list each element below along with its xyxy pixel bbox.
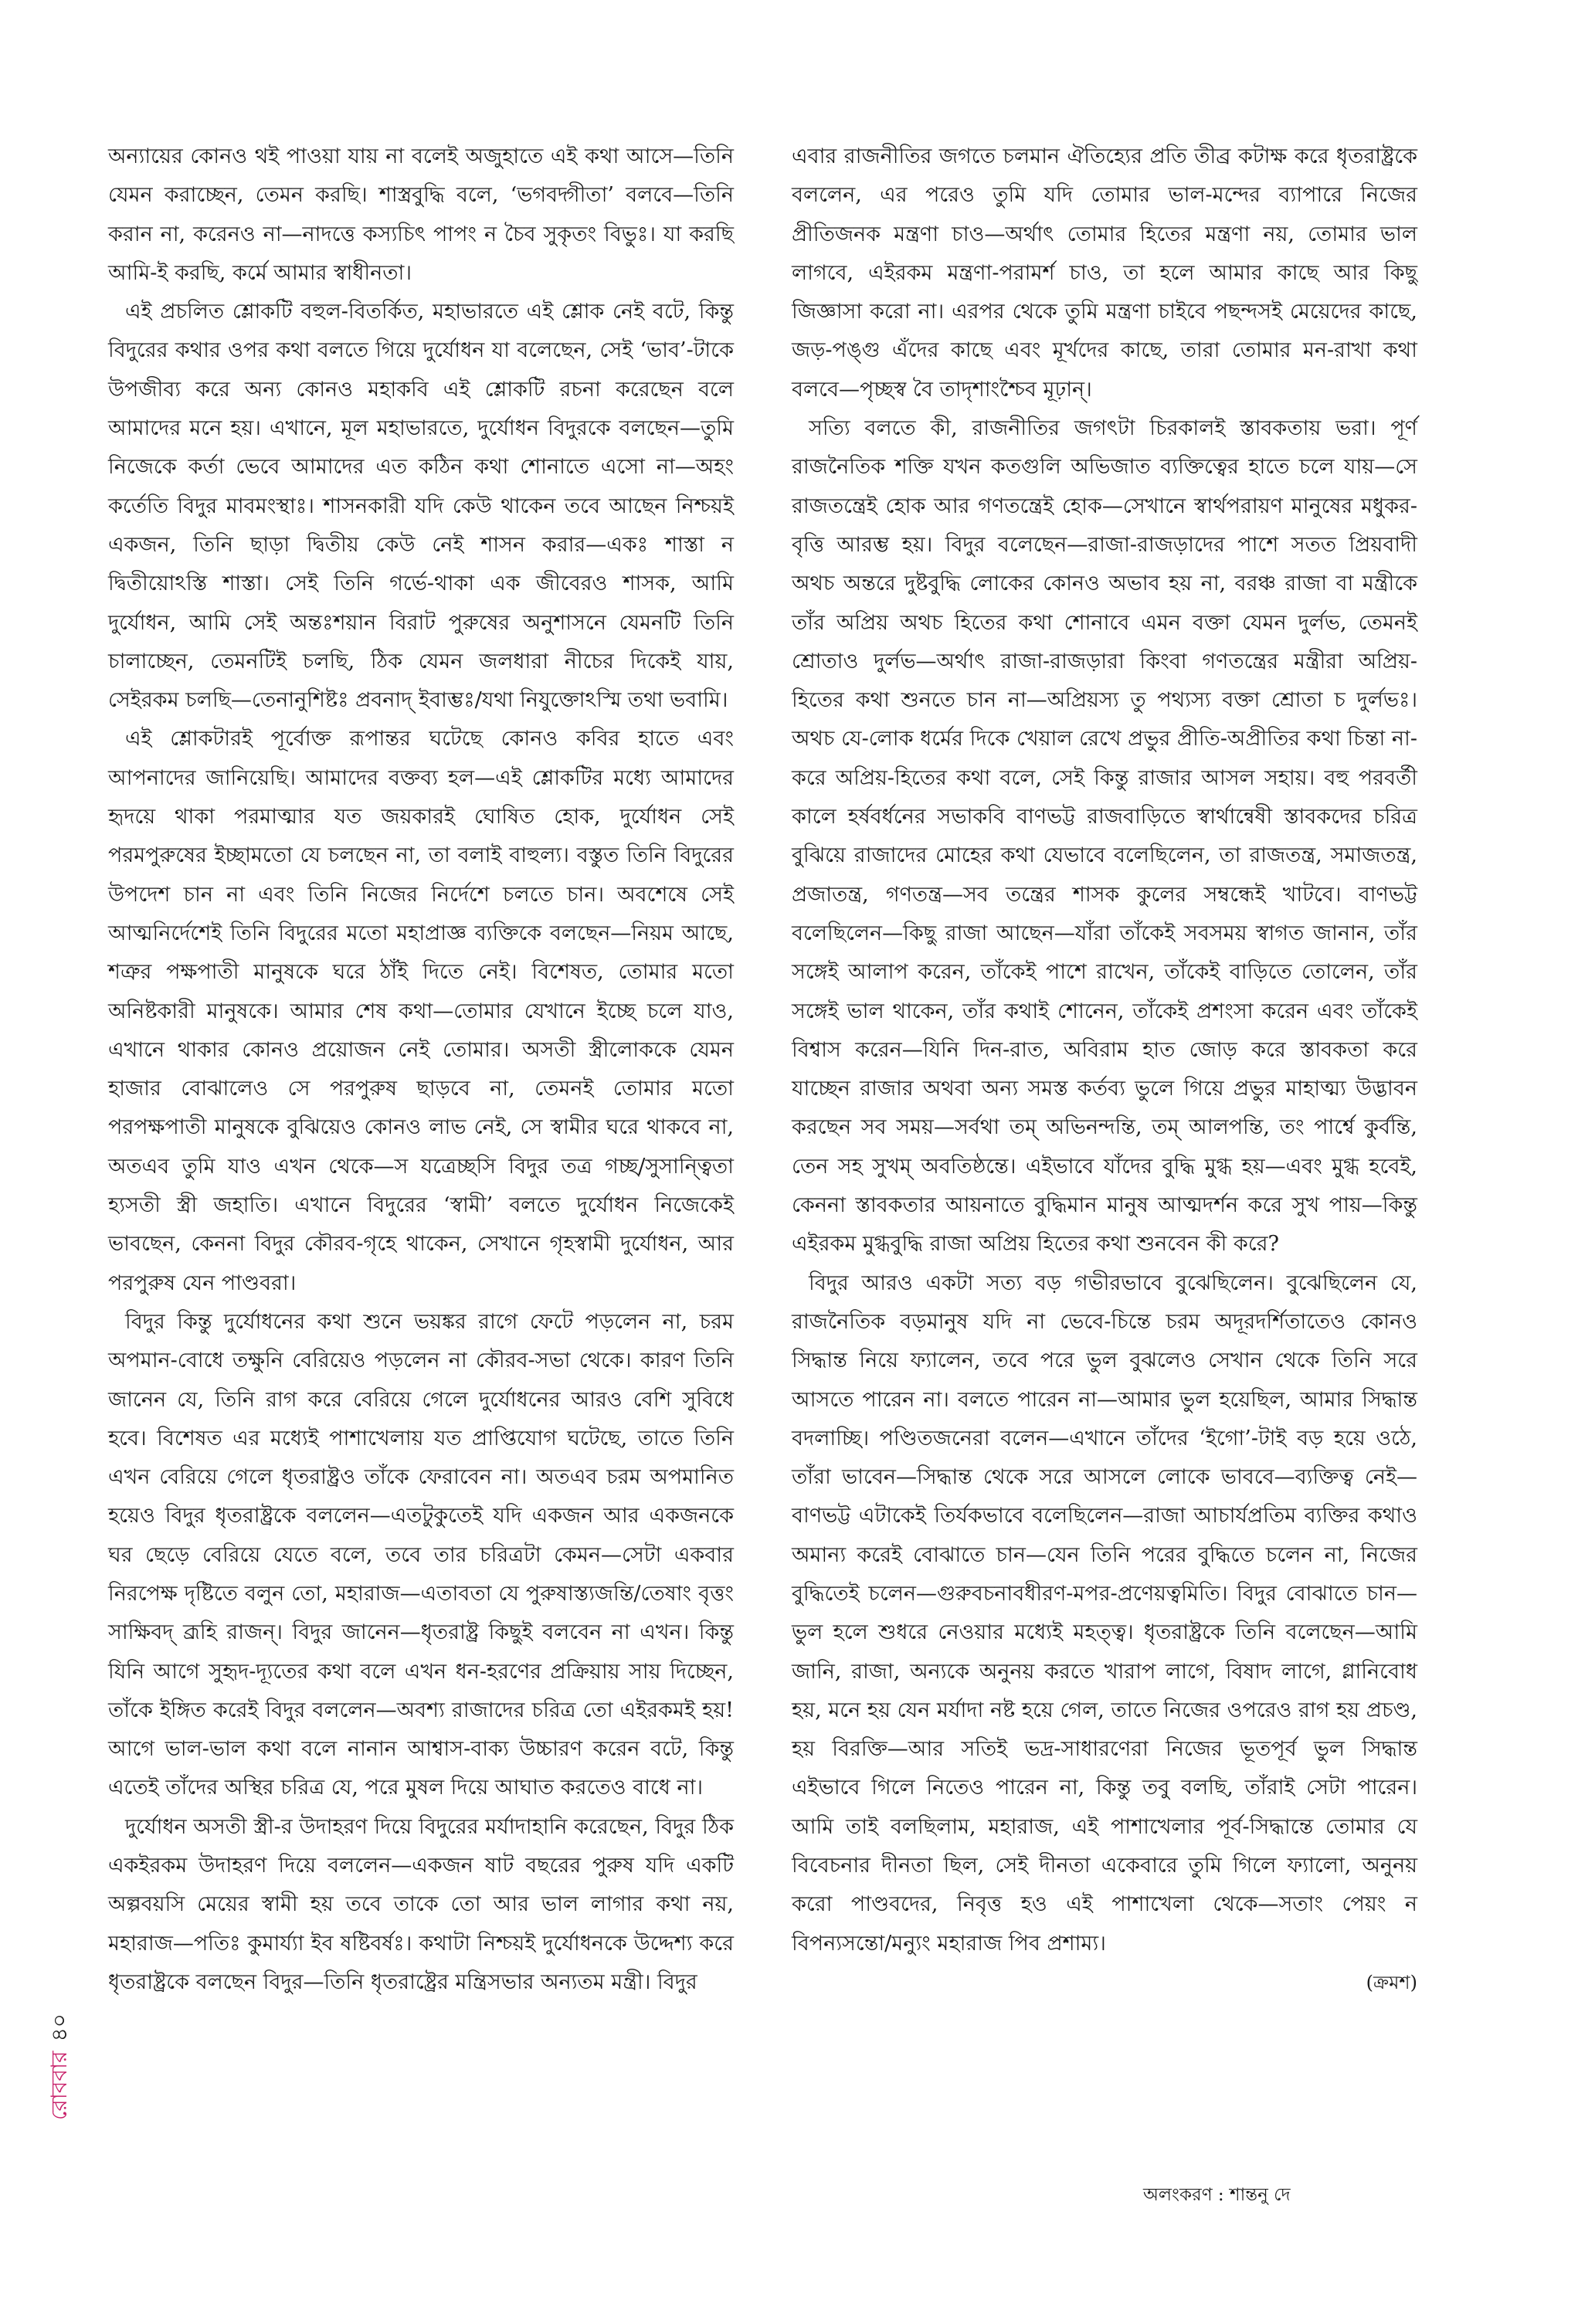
page-number: ৪০ xyxy=(46,2014,72,2042)
to-be-continued-label: (ক্রমশ) xyxy=(1366,1971,1417,1993)
paragraph: এবার রাজনীতির জগতে চলমান ঐতিহ্যের প্রতি তীব্র কটাক্ষ করে ধৃতরাষ্ট্রকে বললেন, এর পরেও তুমি যদি তোমার ভাল-মন্দের ব্যাপারে নিজের প্রীতিজনক মন্ত্রণা চাও—অর্থাৎ তোমার হিতের মন্ত্রণা নয়, তোমার ভাল লাগবে, এইরকম মন্ত্রণা-পরামর্শ চাও, তা হলে আমার কাছে আর কিছু জিজ্ঞাসা করো না। এরপর থেকে তুমি মন্ত্রণা চাইবে পছন্দসই মেয়েদের কাছে, জড়-পঙ্গু এঁদের কাছে এবং মূর্খদের কাছে, তারা তোমার মন-রাখা কথা বলবে—পৃচ্ছস্ব বৈ তাদৃশাংশ্চৈব মূঢ়ান্‌। xyxy=(792,144,1417,402)
magazine-name: রোববার xyxy=(46,2051,72,2120)
paragraph: বিদুর আরও একটা সত্য বড় গভীরভাবে বুঝেছিলেন। বুঝেছিলেন যে, রাজনৈতিক বড়মানুষ যদি না ভেবে-চিন্তে চরম অদূরদর্শিতাতেও কোনও সিদ্ধান্ত নিয়ে ফ্যালেন, তবে পরে ভুল বুঝলেও সেখান থেকে তিনি সরে আসতে পারেন না। বলতে পারেন না—আমার ভুল হয়েছিল, আমার সিদ্ধান্ত বদলাচ্ছি। পণ্ডিতজনেরা বলেন—এখানে তাঁদের ‘ইগো’-টাই বড় হয়ে ওঠে, তাঁরা ভাবেন—সিদ্ধান্ত থেকে সরে আসলে লোকে ভাববে—ব্যক্তিত্ব নেই—বাণভট্ট এটাকেই তির্যকভাবে বলেছিলেন—রাজা আচার্যপ্রতিম ব্যক্তির কথাও অমান্য করেই বোঝাতে চান—যেন তিনি পরের বুদ্ধিতে চলেন না, নিজের বুদ্ধিতেই চলেন—গুরুবচনাবধীরণ-মপর-প্রণেয়ত্বমিতি। বিদুর বোঝাতে চান—ভুল হলে শুধরে নেওয়ার মধ্যেই মহত্ত্ব। ধৃতরাষ্ট্রকে তিনি বলেছেন—আমি জানি, রাজা, অন্যকে অনুনয় করতে খারাপ লাগে, বিষাদ লাগে, গ্লানিবোধ হয়, মনে হয় যেন মর্যাদা নষ্ট হয়ে গেল, তাতে নিজের ওপরেও রাগ হয় প্রচণ্ড, হয় বিরক্তি—আর সতিই ভদ্র-সাধারণেরা নিজের ভূতপূর্ব ভুল সিদ্ধান্ত এইভাবে গিলে নিতেও পারেন না, কিন্তু তবু বলছি, তাঁরাই সেটা পারেন। আমি তাই বলছিলাম, মহারাজ, এই পাশাখেলার পূর্ব-সিদ্ধান্তে তোমার যে বিবেচনার দীনতা ছিল, সেই দীনতা একেবারে তুমি গিলে ফ্যালো, অনুনয় করো পাণ্ডবদের, নিবৃত্ত হও এই পাশাখেলা থেকে—সতাং পেয়ং ন বিপন্যসন্তো/মন্যুং মহারাজ পিব প্রশাম্য। xyxy=(792,1271,1417,1956)
paragraph: এই প্রচলিত শ্লোকটি বহুল-বিতর্কিত, মহাভারতে এই শ্লোক নেই বটে, কিন্তু বিদুরের কথার ওপর কথা বলতে গিয়ে দুর্যোধন যা বলেছেন, সেই ‘ভাব’-টাকে উপজীব্য করে অন্য কোনও মহাকবি এই শ্লোকটি রচনা করেছেন বলে আমাদের মনে হয়। এখানে, মূল মহাভারতে, দুর্যোধন বিদুরকে বলছেন—তুমি নিজেকে কর্তা ভেবে আমাদের এত কঠিন কথা শোনাতে এসো না—অহং কর্তেতি বিদুর মাবমংস্থাঃ। শাসনকারী যদি কেউ থাকেন তবে আছেন নিশ্চয়ই একজন, তিনি ছাড়া দ্বিতীয় কেউ নেই শাসন করার—একঃ শাস্তা ন দ্বিতীয়োঽস্তি শাস্তা। সেই তিনি গর্ভে-থাকা এক জীবেরও শাসক, আমি দুর্যোধন, আমি সেই অন্তঃশয়ান বিরাট পুরুষের অনুশাসনে যেমনটি তিনি চালাচ্ছেন, তেমনটিই চলছি, ঠিক যেমন জলধারা নীচের দিকেই যায়, সেইরকম চলছি—তেনানুশিষ্টঃ প্রবনাদ্‌ ইবাম্ভঃ/যথা নিযুক্তোঽস্মি তথা ভবামি। xyxy=(108,300,734,713)
paragraph: সত্যি বলতে কী, রাজনীতির জগৎটা চিরকালই স্তাবকতায় ভরা। পূর্ণ রাজনৈতিক শক্তি যখন কতগুলি অভিজাত ব্যক্তিত্বের হাতে চলে যায়—সে রাজতন্ত্রেই হোক আর গণতন্ত্রেই হোক—সেখানে স্বার্থপরায়ণ মানুষের মধুকর-বৃত্তি আরম্ভ হয়। বিদুর বলেছেন—রাজা-রাজড়াদের পাশে সতত প্রিয়বাদী অথচ অন্তরে দুষ্টবুদ্ধি লোকের কোনও অভাব হয় না, বরঞ্চ রাজা বা মন্ত্রীকে তাঁর অপ্রিয় অথচ হিতের কথা শোনাবে এমন বক্তা যেমন দুর্লভ, তেমনই শ্রোতাও দুর্লভ—অর্থাৎ রাজা-রাজড়ারা কিংবা গণতন্ত্রের মন্ত্রীরা অপ্রিয়-হিতের কথা শুনতে চান না—অপ্রিয়স্য তু পথ্যস্য বক্তা শ্রোতা চ দুর্লভঃ। অথচ যে-লোক ধর্মের দিকে খেয়াল রেখে প্রভুর প্রীতি-অপ্রীতির কথা চিন্তা না-করে অপ্রিয়-হিতের কথা বলে, সেই কিন্তু রাজার আসল সহায়। বহু পরবর্তী কালে হর্ষবর্ধনের সভাকবি বাণভট্ট রাজবাড়িতে স্বার্থান্বেষী স্তাবকদের চরিত্র বুঝিয়ে রাজাদের মোহের কথা যেভাবে বলেছিলেন, তা রাজতন্ত্র, সমাজতন্ত্র, প্রজাতন্ত্র, গণতন্ত্র—সব তন্ত্রের শাসক কুলের সম্বন্ধেই খাটবে। বাণভট্ট বলেছিলেন—কিছু রাজা আছেন—যাঁরা তাঁকেই সবসময় স্বাগত জানান, তাঁর সঙ্গেই আলাপ করেন, তাঁকেই পাশে রাখেন, তাঁকেই বাড়িতে তোলেন, তাঁর সঙ্গেই ভাল থাকেন, তাঁর কথাই শোনেন, তাঁকেই প্রশংসা করেন এবং তাঁকেই বিশ্বাস করেন—যিনি দিন-রাত, অবিরাম হাত জোড় করে স্তাবকতা করে যাচ্ছেন রাজার অথবা অন্য সমস্ত কর্তব্য ভুলে গিয়ে প্রভুর মাহাত্ম্য উদ্ভাবন করছেন সব সময়—সর্বথা তম্‌ অভিনন্দন্তি, তম্‌ আলপন্তি, তং পার্শ্বে কুর্বন্তি, তেন সহ সুখম্‌ অবতিষ্ঠন্তে। এইভাবে যাঁদের বুদ্ধি মুগ্ধ হয়—এবং মুগ্ধ হবেই, কেননা স্তাবকতার আয়নাতে বুদ্ধিমান মানুষ আত্মদর্শন করে সুখ পায়—কিন্তু এইরকম মুগ্ধবুদ্ধি রাজা অপ্রিয় হিতের কথা শুনবেন কী করে? xyxy=(792,416,1417,1257)
magazine-page-label xyxy=(42,1935,79,2120)
illustration-credit: অলংকরণ : শান্তনু দে xyxy=(1143,2185,1291,2205)
paragraph: এই শ্লোকটারই পূর্বোক্ত রূপান্তর ঘটেছে কোনও কবির হাতে এবং আপনাদের জানিয়েছি। আমাদের বক্তব্য হল—এই শ্লোকটির মধ্যে আমাদের হৃদয়ে থাকা পরমাত্মার যত জয়কারই ঘোষিত হোক, দুর্যোধন সেই পরমপুরুষের ইচ্ছামতো যে চলছেন না, তা বলাই বাহুল্য। বস্তুত তিনি বিদুরের উপদেশ চান না এবং তিনি নিজের নির্দেশে চলতে চান। অবশেষে সেই আত্মনির্দেশেই তিনি বিদুরের মতো মহাপ্রাজ্ঞ ব্যক্তিকে বলছেন—নিয়ম আছে, শত্রুর পক্ষপাতী মানুষকে ঘরে ঠাঁই দিতে নেই। বিশেষত, তোমার মতো অনিষ্টকারী মানুষকে। আমার শেষ কথা—তোমার যেখানে ইচ্ছে চলে যাও, এখানে থাকার কোনও প্রয়োজন নেই তোমার। অসতী স্ত্রীলোককে যেমন হাজার বোঝালেও সে পরপুরুষ ছাড়বে না, তেমনই তোমার মতো পরপক্ষপাতী মানুষকে বুঝিয়েও কোনও লাভ নেই, সে স্বামীর ঘরে থাকবে না, অতএব তুমি যাও এখন থেকে—স যত্রেচ্ছসি বিদুর তত্র গচ্ছ/সুসান্ত্বিতা হ্যসতী স্ত্রী জহাতি। এখানে বিদুরের ‘স্বামী’ বলতে দুর্যোধন নিজেকেই ভাবছেন, কেননা বিদুর কৌরব-গৃহে থাকেন, সেখানে গৃহস্বামী দুর্যোধন, আর পরপুরুষ যেন পাণ্ডবরা। xyxy=(108,727,734,1295)
paragraph: অন্যায়ের কোনও থই পাওয়া যায় না বলেই অজুহাতে এই কথা আসে—তিনি যেমন করাচ্ছেন, তেমন করছি। শাস্ত্রবুদ্ধি বলে, ‘ভগবদ্গীতা’ বলবে—তিনি করান না, করেনও না—নাদত্তে কস্যচিৎ পাপং ন চৈব সুকৃতং বিভুঃ। যা করছি আমি-ই করছি, কর্মে আমার স্বাধীনতা। xyxy=(108,144,734,285)
right-column xyxy=(792,137,1417,2002)
paragraph: বিদুর কিন্তু দুর্যোধনের কথা শুনে ভয়ঙ্কর রাগে ফেটে পড়লেন না, চরম অপমান-বোধে তক্ষুনি বেরিয়েও পড়লেন না কৌরব-সভা থেকে। কারণ তিনি জানেন যে, তিনি রাগ করে বেরিয়ে গেলে দুর্যোধনের আরও বেশি সুবিধে হবে। বিশেষত এর মধ্যেই পাশাখেলায় যত প্রাপ্তিযোগ ঘটেছে, তাতে তিনি এখন বেরিয়ে গেলে ধৃতরাষ্ট্রও তাঁকে ফেরাবেন না। অতএব চরম অপমানিত হয়েও বিদুর ধৃতরাষ্ট্রকে বললেন—এতটুকুতেই যদি একজন আর একজনকে ঘর ছেড়ে বেরিয়ে যেতে বলে, তবে তার চরিত্রটা কেমন—সেটা একবার নিরপেক্ষ দৃষ্টিতে বলুন তো, মহারাজ—এতাবতা যে পুরুষাস্ত্যজন্তি/তেষাং বৃত্তং সাক্ষিবদ্‌ ব্রূহি রাজন্‌। বিদুর জানেন—ধৃতরাষ্ট্র কিছুই বলবেন না এখন। কিন্তু যিনি আগে সুহৃদ-দ্যূতের কথা বলে এখন ধন-হরণের প্রক্রিয়ায় সায় দিচ্ছেন, তাঁকে ইঙ্গিত করেই বিদুর বললেন—অবশ্য রাজাদের চরিত্র তো এইরকমই হয়! আগে ভাল-ভাল কথা বলে নানান আশ্বাস-বাক্য উচ্চারণ করেন বটে, কিন্তু এতেই তাঁদের অস্থির চরিত্র যে, পরে মুষল দিয়ে আঘাত করতেও বাধে না। xyxy=(108,1309,734,1800)
left-column xyxy=(108,137,734,2002)
paragraph: দুর্যোধন অসতী স্ত্রী-র উদাহরণ দিয়ে বিদুরের মর্যাদাহানি করেছেন, বিদুর ঠিক একইরকম উদাহরণ দিয়ে বললেন—একজন ষাট বছরের পুরুষ যদি একটি অল্পবয়সি মেয়ের স্বামী হয় তবে তাকে তো আর ভাল লাগার কথা নয়, মহারাজ—পতিঃ কুমার্য্যা ইব ষষ্টিবর্ষঃ। কথাটা নিশ্চয়ই দুর্যোধনকে উদ্দেশ্য করে ধৃতরাষ্ট্রকে বলছেন বিদুর—তিনি ধৃতরাষ্ট্রের মন্ত্রিসভার অন্যতম মন্ত্রী। বিদুর xyxy=(108,1814,734,1994)
